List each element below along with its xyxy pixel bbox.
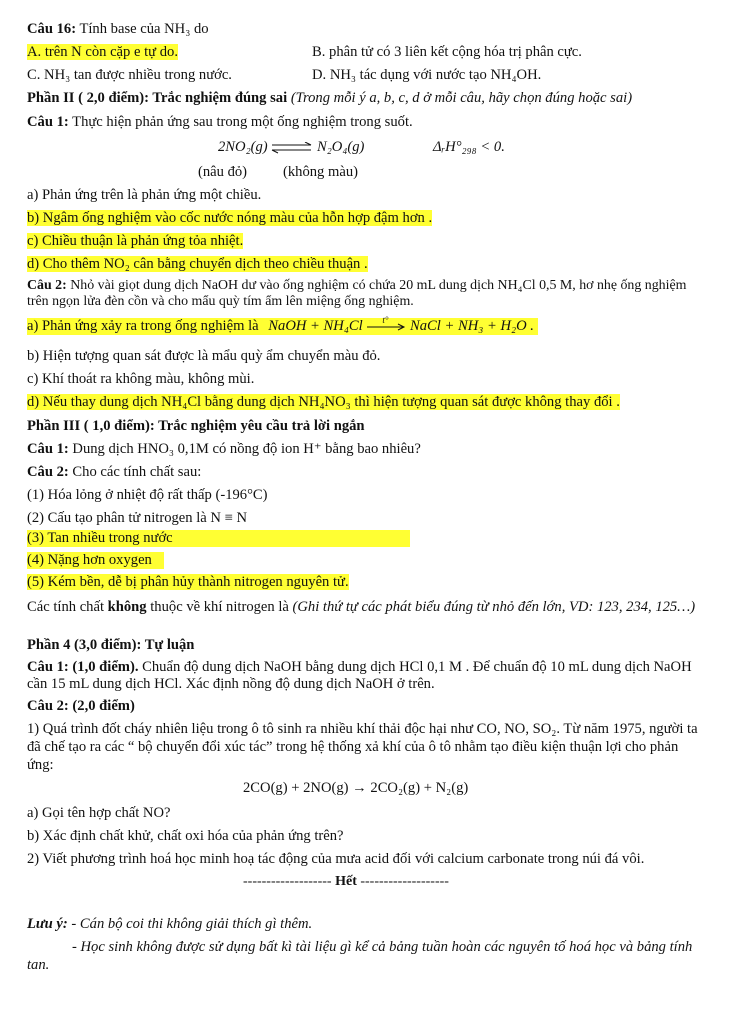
part3-q2-question-post: thuộc về khí nitrogen là <box>146 599 293 615</box>
part4-q2-b: b) Xác định chất khử, chất oxi hóa của phản ứng trên? <box>27 828 344 844</box>
part3-item-2: (2) Cấu tạo phân tử nitrogen là N ≡ N <box>27 510 247 526</box>
part2-q2-a-eq-left: NaOH + NH₄Cl <box>268 318 363 334</box>
equilibrium-arrow-icon <box>271 142 313 154</box>
part2-q1-c <box>27 233 243 250</box>
part2-q2-a <box>27 314 538 335</box>
part2-q2-text: Nhỏ vài giọt dung dịch NaOH dư vào ống nghiệm có chứa 20 mL dung dịch NH₄Cl 0,5 M, hơ nhẹ ống nghiệm trên ngọn lửa đèn cồn và cho mẩu quỳ tím ẩm lên miệng ống nghiệm. <box>27 278 687 309</box>
part2-q1-b-text: b) Ngâm ống nghiệm vào cốc nước nóng màu của hỗn hợp đậm hơn . <box>27 210 433 226</box>
part2-q1-text: Thực hiện phản ứng sau trong một ống nghiệm trong suốt. <box>72 114 413 130</box>
part4-q2-a: a) Gọi tên hợp chất NO? <box>27 805 171 821</box>
part2-q2-d-text: d) Nếu thay dung dịch NH₄Cl bằng dung dịch NH₄NO₃ thì hiện tượng quan sát được không thay đổi . <box>27 394 620 410</box>
part3-item-3-text: (3) Tan nhiều trong nước <box>27 530 410 547</box>
color-right: (không màu) <box>283 164 358 180</box>
part3-item-1: (1) Hóa lỏng ở nhiệt độ rất thấp (-196°C) <box>27 487 268 503</box>
q16-option-b: B. phân tử có 3 liên kết cộng hóa trị phân cực. <box>312 44 582 60</box>
part2-q1 <box>27 114 413 131</box>
eq-right: N₂O₄(g) <box>316 139 365 155</box>
part3-item-4 <box>27 552 164 569</box>
part3-q1-text: Dung dịch HNO₃ 0,1M có nồng độ ion H⁺ bằng bao nhiêu? <box>72 441 421 457</box>
part3-q2-question-note: (Ghi thứ tự các phát biểu đúng từ nhỏ đến lớn, VD: 123, 234, 125…) <box>292 599 696 615</box>
part3-item-3 <box>27 530 410 547</box>
part2-heading <box>27 90 632 107</box>
q16-option-a <box>27 44 178 61</box>
end-marker <box>243 873 449 890</box>
part4-q2-p1: 1) Quá trình đốt cháy nhiên liệu trong ô tô sinh ra nhiều khí thải độc hại như CO, NO, SO₂. Từ năm 1975, người ta đã chế tạo ra các “ bộ chuyển đổi xúc tác” trong hệ thống xả khí của ô tô nhằm tạo điều kiện thuận lợi cho phản ứng: <box>27 721 698 773</box>
part3-item-5-text: (5) Kém bền, dễ bị phân hủy thành nitrogen nguyên tử. <box>27 574 349 590</box>
part3-item-4-text: (4) Nặng hơn oxygen <box>27 552 164 569</box>
note-line-2: - Học sinh không được sử dụng bất kì tài liệu gì kể cả bảng tuần hoàn các nguyên tố hoá học và bảng tính tan. <box>27 939 693 973</box>
part3-q2-question-bold: không <box>107 599 147 615</box>
part2-q1-a: a) Phản ứng trên là phản ứng một chiều. <box>27 187 262 203</box>
end-label: Hết <box>335 874 357 889</box>
part4-q1-label: Câu 1: (1,0 điểm). <box>27 659 139 675</box>
part2-heading-text: Phần II ( 2,0 điểm): Trắc nghiệm đúng sai <box>27 90 288 106</box>
eq-left: 2NO₂(g) <box>218 139 268 155</box>
q16-question <box>27 21 209 38</box>
part2-q2-label: Câu 2: <box>27 278 67 293</box>
part3-item-5 <box>27 574 349 591</box>
equilibrium-equation <box>218 138 364 156</box>
part3-q2-text: Cho các tính chất sau: <box>72 464 202 480</box>
q16-option-c: C. NH₃ tan được nhiều trong nước. <box>27 67 232 83</box>
reaction-condition: t° <box>382 314 389 325</box>
part2-q2-c: c) Khí thoát ra không màu, không mùi. <box>27 371 255 387</box>
part4-q1 <box>27 659 707 693</box>
part2-q1-d-text: d) Cho thêm NO₂ cân bằng chuyển dịch theo chiều thuận . <box>27 256 368 272</box>
part2-note: (Trong mỗi ý a, b, c, d ở mỗi câu, hãy chọn đúng hoặc sai) <box>290 90 633 106</box>
note-line1-text: - Cán bộ coi thi không giải thích gì thêm. <box>67 916 313 932</box>
part3-q2-label: Câu 2: <box>27 464 69 480</box>
color-left: (nâu đỏ) <box>198 164 248 180</box>
part2-q1-c-text: c) Chiều thuận là phản ứng tỏa nhiệt. <box>27 233 244 249</box>
part4-heading: Phần 4 (3,0 điểm): Tự luận <box>27 637 195 653</box>
part2-q2-d <box>27 394 620 411</box>
part2-q2 <box>27 278 707 310</box>
part2-q1-d <box>27 256 368 273</box>
end-dashes-left: ------------------- <box>243 874 332 889</box>
enthalpy: ΔᵣH°₂₉₈ < 0. <box>433 139 505 155</box>
note-line-1 <box>27 916 312 933</box>
part3-q1 <box>27 441 421 458</box>
q16-option-d: D. NH₃ tác dụng với nước tạo NH₄OH. <box>312 67 542 83</box>
q16-label: Câu 16: <box>27 21 77 37</box>
part3-q2 <box>27 464 201 481</box>
part2-q2-b: b) Hiện tượng quan sát được là mẩu quỳ ẩm chuyển màu đỏ. <box>27 348 381 364</box>
q16-text: Tính base của NH₃ do <box>79 21 209 37</box>
part4-q1-text: Chuẩn độ dung dịch NaOH bằng dung dịch HCl 0,1 M . Để chuẩn độ 10 mL dung dịch NaOH cần 15 mL dung dịch HCl. Xác định nồng độ dung dịch NaOH ở trên. <box>27 659 692 692</box>
part3-q1-label: Câu 1: <box>27 441 69 457</box>
part4-q2-label: Câu 2: (2,0 điểm) <box>27 698 135 714</box>
part2-q1-b <box>27 210 432 227</box>
note-label: Lưu ý: <box>27 916 68 932</box>
part3-heading: Phần III ( 1,0 điểm): Trắc nghiệm yêu cầu trả lời ngắn <box>27 418 365 434</box>
part3-q2-question-pre: Các tính chất <box>27 599 108 615</box>
part2-q2-a-eq-right: NaCl + NH₃ + H₂O . <box>410 318 534 334</box>
reaction-arrow-icon <box>366 314 406 334</box>
part4-q2-equation: 2CO(g) + 2NO(g) → 2CO₂(g) + N₂(g) <box>243 780 469 796</box>
part2-q2-a-prefix: a) Phản ứng xảy ra trong ống nghiệm là <box>27 318 259 334</box>
q16-option-a-text: A. trên N còn cặp e tự do. <box>27 44 178 60</box>
end-dashes-right: ------------------- <box>360 874 449 889</box>
part4-q2-p2: 2) Viết phương trình hoá học minh hoạ tác động của mưa acid đối với calcium carbonate trong núi đá vôi. <box>27 851 645 867</box>
part2-q1-label: Câu 1: <box>27 114 69 130</box>
part3-q2-question <box>27 598 707 616</box>
